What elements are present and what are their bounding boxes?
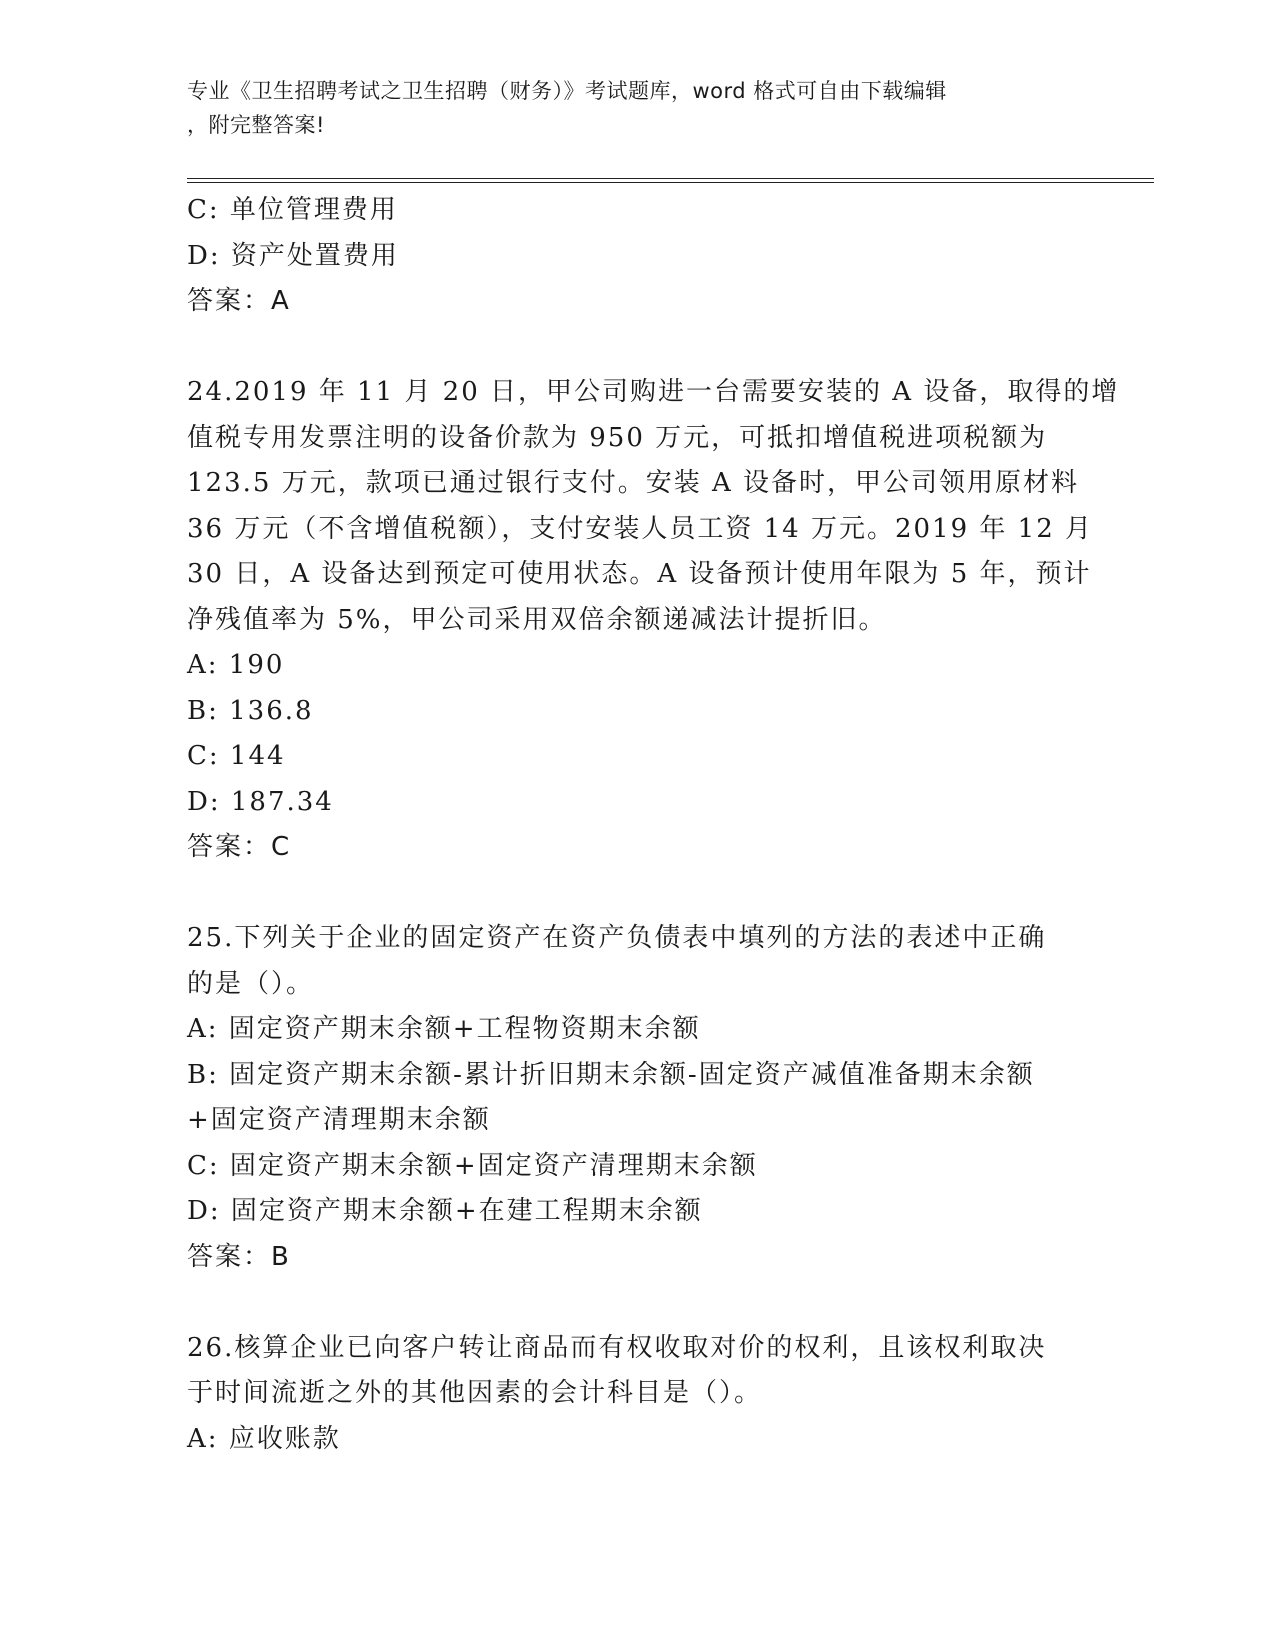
question-text-line: 24.2019 年 11 月 20 日，甲公司购进一台需要安装的 A 设备，取得的增	[187, 377, 1120, 407]
question-24	[187, 370, 1120, 871]
header-line-1: 专业《卫生招聘考试之卫生招聘（财务）》考试题库，word 格式可自由下载编辑	[187, 79, 947, 103]
option-a: A: 190	[187, 650, 285, 680]
option-d: D: 187.34	[187, 786, 334, 817]
page-header	[187, 74, 1067, 142]
option-c: C: 单位管理费用	[187, 195, 398, 225]
answer-line: 答案：C	[187, 832, 292, 862]
question-text-line: 于时间流逝之外的其他因素的会计科目是（）。	[187, 1378, 763, 1408]
question-text-line: 25.下列关于企业的固定资产在资产负债表中填列的方法的表述中正确	[187, 923, 1047, 953]
question-23-tail	[187, 188, 1087, 325]
option-b: B: 固定资产期末余额-累计折旧期末余额-固定资产减值准备期末余额	[187, 1059, 1035, 1090]
header-rule-bottom	[187, 182, 1154, 183]
spacer	[187, 325, 1087, 371]
question-content	[187, 188, 1120, 1462]
option-a: A: 固定资产期末余额+工程物资期末余额	[187, 1014, 701, 1044]
question-text-line: 值税专用发票注明的设备价款为 950 万元，可抵扣增值税进项税额为	[187, 422, 1048, 453]
answer-line: 答案：A	[187, 286, 291, 316]
answer-line: 答案：B	[187, 1241, 291, 1272]
spacer	[187, 871, 1087, 917]
question-text-line: 净残值率为 5%，甲公司采用双倍余额递减法计提折旧。	[187, 604, 887, 635]
option-d: D: 固定资产期末余额+在建工程期末余额	[187, 1196, 703, 1226]
question-26	[187, 1326, 1087, 1463]
header-rule-top	[187, 178, 1154, 179]
question-text-line: 123.5 万元，款项已通过银行支付。安装 A 设备时，甲公司领用原材料	[187, 468, 1080, 498]
question-text-line: 36 万元（不含增值税额），支付安装人员工资 14 万元。2019 年 12 月	[187, 513, 1094, 544]
question-25	[187, 916, 1087, 1280]
question-text-line: 30 日，A 设备达到预定可使用状态。A 设备预计使用年限为 5 年，预计	[187, 559, 1092, 589]
option-c: C: 144	[187, 741, 286, 771]
question-text-line: 的是（）。	[187, 968, 315, 999]
option-d: D: 资产处置费用	[187, 240, 399, 271]
header-line-2: ，附完整答案!	[187, 113, 325, 137]
option-a: A: 应收账款	[187, 1423, 341, 1454]
option-c: C: 固定资产期末余额+固定资产清理期末余额	[187, 1150, 758, 1181]
question-text-line: 26.核算企业已向客户转让商品而有权收取对价的权利，且该权利取决	[187, 1332, 1047, 1363]
spacer	[187, 1280, 1087, 1326]
option-b-continued: +固定资产清理期末余额	[187, 1105, 491, 1135]
option-b: B: 136.8	[187, 695, 314, 726]
